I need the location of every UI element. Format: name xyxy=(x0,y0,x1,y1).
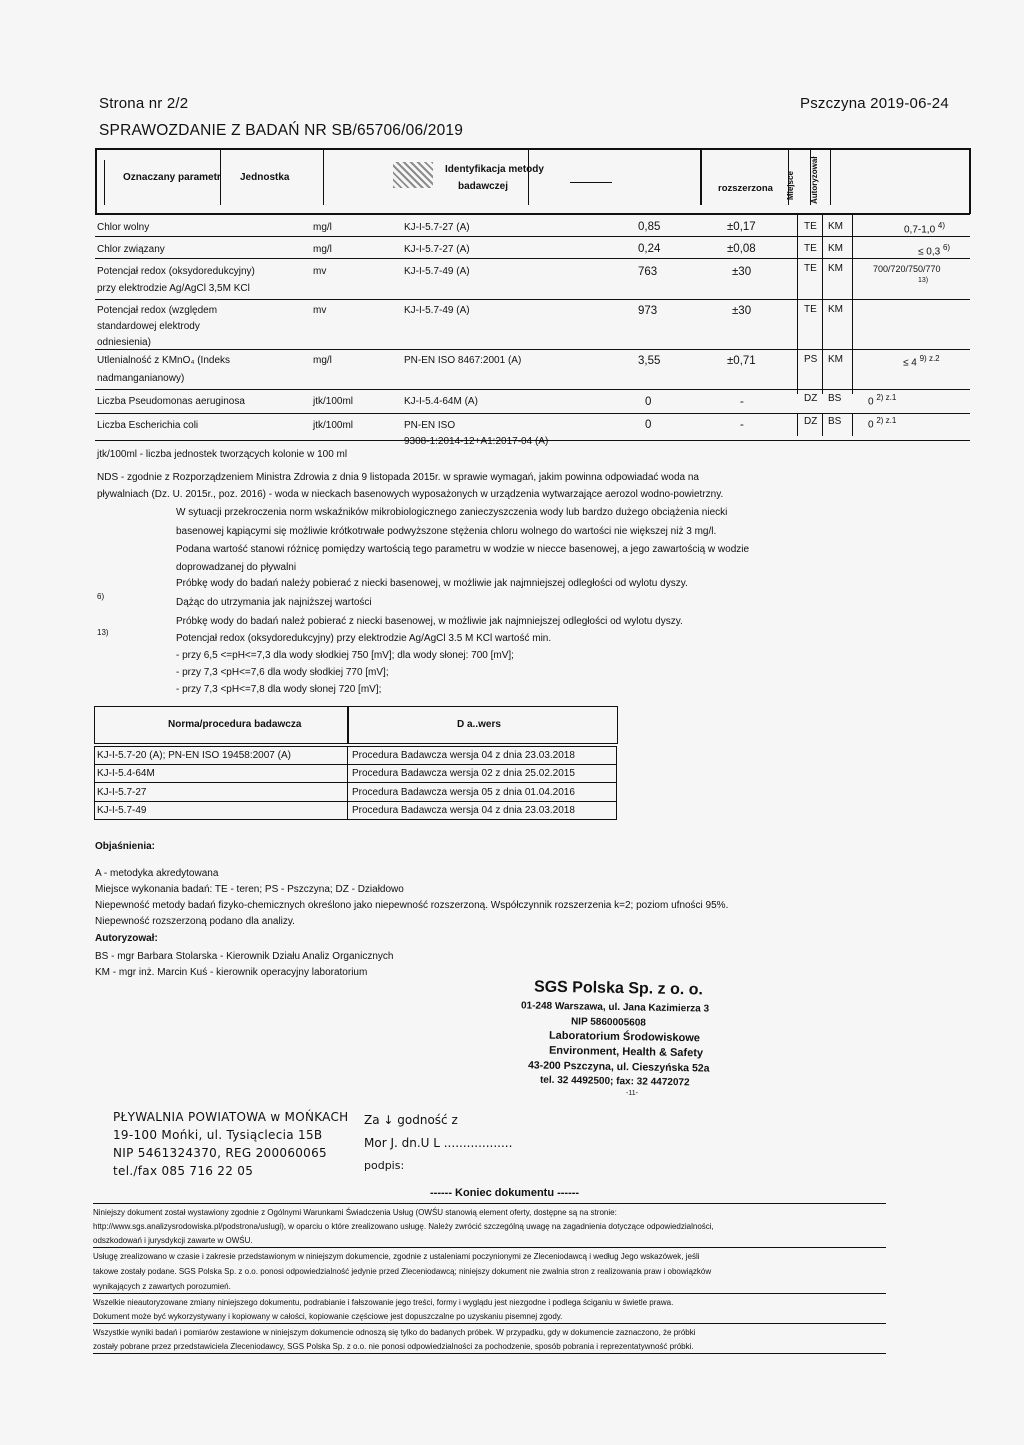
row-unit: mg/l xyxy=(313,244,332,255)
stamp-line: Laboratorium Środowiskowe xyxy=(548,1029,701,1045)
explanation-line: Niepewność rozszerzoną podano dla analizy. xyxy=(95,916,295,927)
footer-line: Wszelkie nieautoryzowane zmiany niniejszego dokumentu, podrabianie i fałszowanie jego treści, formy i wyglądu jest niezgodne i podlega ściganiu w świetle prawa. xyxy=(93,1298,674,1307)
row-authorized: KM xyxy=(828,243,843,254)
row-unit: mv xyxy=(313,305,327,316)
note-marker-6: 6) xyxy=(97,592,105,601)
header-authorized: Autoryzował xyxy=(810,156,819,204)
note-line: basenowej kąpiącymi się możliwie krótkotrwałe podwyższone stężenia chloru wolnego do wartości nie większej niż 3 mg/l. xyxy=(176,526,717,537)
authorized-title: Autoryzował: xyxy=(95,933,158,944)
header-parameter: Oznaczany parametr xyxy=(123,172,221,183)
row-parameter: Potencjał redox (oksydoredukcyjny) xyxy=(97,266,255,277)
row-authorized: KM xyxy=(828,304,843,315)
header-place: Miejsce xyxy=(786,171,795,200)
row-authorized: BS xyxy=(828,393,842,404)
note-line: Próbkę wody do badań należy pobierać z niecki basenowej, w możliwie jak najmniejszej odległości od wylotu dyszy. xyxy=(176,578,688,589)
row-unit: mg/l xyxy=(313,355,332,366)
explanations-title: Objaśnienia: xyxy=(95,841,156,852)
row-unit: mg/l xyxy=(313,222,332,233)
note-line: Próbkę wody do badań należ pobierać z niecki basenowej, w możliwie jak najmniejszej odległości od wylotu dyszy. xyxy=(176,616,683,627)
stamp-line: 19-100 Mońki, ul. Tysiąclecia 15B xyxy=(113,1128,323,1142)
row-parameter-line3: odniesienia) xyxy=(97,337,151,348)
procedures-header-code: Norma/procedura badawcza xyxy=(168,719,302,730)
footer-line: odszkodowań i jurysdykcji zawarte w OWŚU. xyxy=(93,1236,253,1245)
row-nds: ≤ 0,3 $^{6)}$ xyxy=(918,243,951,258)
approval-line: Za ↓ godność z xyxy=(364,1113,458,1127)
procedure-code: KJ-I-5.7-49 xyxy=(97,805,147,816)
row-place: PS xyxy=(804,354,818,365)
row-value: 0 xyxy=(645,419,652,431)
footer-line: Dokument może być wykorzystywany i kopiowany w całości, kopiowanie częściowe jest dopuszczalne po uzyskaniu pisemnej zgody. xyxy=(93,1312,563,1321)
row-nds: ≤ 4 $^{9) z.2}$ xyxy=(903,354,940,369)
row-parameter: Liczba Pseudomonas aeruginosa xyxy=(97,396,245,407)
procedure-desc: Procedura Badawcza wersja 04 z dnia 23.03.2018 xyxy=(352,805,575,816)
row-parameter: Chlor związany xyxy=(97,244,165,255)
row-parameter-line2: standardowej elektrody xyxy=(97,321,200,332)
note-line: - przy 7,3 <pH<=7,6 dla wody słodkiej 770 [mV]; xyxy=(176,667,389,678)
note-line: - przy 7,3 <pH<=7,8 dla wody słonej 720 [mV]; xyxy=(176,684,382,695)
row-place: DZ xyxy=(804,416,818,427)
footer-line: Niniejszy dokument został wystawiony zgodnie z Ogólnymi Warunkami Świadczenia Usług (OWŚU stanowią element oferty, dostępne są na stronie: xyxy=(93,1208,617,1217)
row-value: 0,85 xyxy=(638,221,661,233)
stamp-line: -11- xyxy=(626,1090,638,1097)
row-uncertainty: - xyxy=(740,396,744,408)
explanation-line: Niepewność metody badań fizyko-chemicznych określono jako niepewność rozszerzoną. Współczynnik rozszerzenia k=2; poziom ufności 95%. xyxy=(95,900,729,911)
row-method: PN-EN ISO 8467:2001 (A) xyxy=(404,355,522,366)
end-of-document: ------ Koniec dokumentu ------ xyxy=(430,1187,580,1199)
stamp-line: Environment, Health & Safety xyxy=(548,1044,704,1060)
row-uncertainty: ±30 xyxy=(732,305,752,317)
row-value: 3,55 xyxy=(638,355,661,367)
procedures-header-desc: D a..wers xyxy=(457,719,501,730)
note-line: W sytuacji przekroczenia norm wskaźników mikrobiologicznego zanieczyszczenia wody lub bardzo dużego obciążenia niecki xyxy=(176,507,728,518)
procedure-desc: Procedura Badawcza wersja 04 z dnia 23.03.2018 xyxy=(352,750,575,761)
row-parameter: Utlenialność z KMnO₄ (Indeks xyxy=(97,355,231,366)
row-nds: 0 $^{2) z.1}$ xyxy=(868,416,897,431)
row-value: 763 xyxy=(638,266,658,278)
row-method-line2: 9308-1:2014-12+A1:2017-04 (A) xyxy=(404,436,549,447)
row-uncertainty: - xyxy=(740,419,744,431)
explanation-line: BS - mgr Barbara Stolarska - Kierownik Działu Analiz Organicznych xyxy=(95,951,394,962)
approval-signature-label: podpis: xyxy=(364,1159,405,1172)
row-parameter-line2: nadmanganianowy) xyxy=(97,373,185,384)
stamp-line: NIP 5461324370, REG 200060065 xyxy=(113,1146,327,1160)
row-uncertainty: ±0,17 xyxy=(727,221,756,233)
row-value: 0,24 xyxy=(638,243,661,255)
note-line: Potencjał redox (oksydoredukcyjny) przy elektrodzie Ag/AgCl 3.5 M KCl wartość min. xyxy=(176,633,552,644)
row-method: PN-EN ISO xyxy=(404,420,456,431)
stamp-line: PŁYWALNIA POWIATOWA w MOŃKACH xyxy=(113,1110,349,1124)
header-method-line2: badawczej xyxy=(458,181,509,192)
procedure-code: KJ-I-5.4-64M xyxy=(97,768,155,779)
row-parameter-line2: przy elektrodzie Ag/AgCl 3,5M KCl xyxy=(97,283,250,294)
row-authorized: KM xyxy=(828,354,843,365)
footer-line: Wszystkie wyniki badań i pomiarów zestawione w niniejszym dokumencie odnoszą się tylko do badanych próbek. W przypadku, gdy w dokumencie zaznaczono, że próbki xyxy=(93,1328,696,1337)
stamp-line: 01-248 Warszawa, ul. Jana Kazimierza 3 xyxy=(520,1000,710,1015)
stamp-line: 43-200 Pszczyna, ul. Cieszyńska 52a xyxy=(527,1059,710,1075)
row-value: 973 xyxy=(638,305,658,317)
footer-line: wynikających z zawartych porozumień. xyxy=(93,1282,231,1291)
procedure-desc: Procedura Badawcza wersja 02 z dnia 25.02.2015 xyxy=(352,768,575,779)
scan-artifact xyxy=(393,162,433,188)
note-line: Dążąc do utrzymania jak najniższej wartości xyxy=(176,597,372,608)
row-nds-footnote: 13) xyxy=(918,277,929,284)
row-nds: 0,7-1,0 $^{4)}$ xyxy=(904,221,946,236)
footer-line: zostały pobrane przez przedstawiciela Zleceniodawcy, SGS Polska Sp. z o.o. nie ponosi odpowiedzialności za pochodzenie, sposób pobrania i reprezentatywność próbki. xyxy=(93,1342,694,1351)
header-extended-uncertainty: rozszerzona xyxy=(718,183,773,194)
stamp-line: NIP 5860005608 xyxy=(570,1016,646,1029)
row-parameter: Chlor wolny xyxy=(97,222,150,233)
footer-line: Usługę zrealizowano w czasie i zakresie przedstawionym w niniejszym dokumencie, zgodnie z ustaleniami poczynionymi ze Zleceniodawcą i według Jego wskazówek, jeśli xyxy=(93,1252,700,1261)
row-place: TE xyxy=(804,221,817,232)
header-method-line1: Identyfikacja metody xyxy=(445,164,544,175)
procedure-code: KJ-I-5.7-27 xyxy=(97,787,147,798)
note-line: doprowadzanej do pływalni xyxy=(176,562,297,573)
row-value: 0 xyxy=(645,396,652,408)
row-method: KJ-I-5.7-49 (A) xyxy=(404,266,470,277)
footer-line: http://www.sgs.analizysrodowiska.pl/podstrona/uslugi), w oparciu o które zrealizowano usługę. Należy zwrócić szczególną uwagę na zagadnienia dotyczące odpowiedzialności, xyxy=(93,1222,714,1231)
note-line: - przy 6,5 <=pH<=7,3 dla wody słodkiej 750 [mV]; dla wody słonej: 700 [mV]; xyxy=(176,650,514,661)
row-place: TE xyxy=(804,243,817,254)
row-authorized: BS xyxy=(828,416,842,427)
approval-line: Mor J. dn.U L .................. xyxy=(364,1136,513,1150)
nds-line1: NDS - zgodnie z Rozporządzeniem Ministra Zdrowia z dnia 9 listopada 2015r. w sprawie wymagań, jakim powinna odpowiadać woda na xyxy=(97,472,699,483)
header-unit: Jednostka xyxy=(240,172,290,183)
row-authorized: KM xyxy=(828,221,843,232)
explanation-line: A - metodyka akredytowana xyxy=(95,868,219,879)
report-title: SPRAWOZDANIE Z BADAŃ NR SB/65706/06/2019 xyxy=(99,122,464,139)
row-authorized: KM xyxy=(828,263,843,274)
stamp-line: SGS Polska Sp. z o. o. xyxy=(533,978,704,999)
note-marker-13: 13) xyxy=(97,628,109,637)
procedure-desc: Procedura Badawcza wersja 05 z dnia 01.04.2016 xyxy=(352,787,575,798)
place-date: Pszczyna 2019-06-24 xyxy=(800,95,949,112)
nds-line2: pływalniach (Dz. U. 2015r., poz. 2016) - woda w nieckach basenowych wyposażonych w urządzenia wytwarzające aerozol wodno-powietrzny. xyxy=(97,489,724,500)
stamp-line: tel./fax 085 716 22 05 xyxy=(113,1164,254,1178)
table-footnote: jtk/100ml - liczba jednostek tworzących kolonie w 100 ml xyxy=(97,449,348,460)
page-number: Strona nr 2/2 xyxy=(99,95,189,112)
row-method: KJ-I-5.7-27 (A) xyxy=(404,244,470,255)
row-method: KJ-I-5.7-49 (A) xyxy=(404,305,470,316)
procedure-code: KJ-I-5.7-20 (A); PN-EN ISO 19458:2007 (A) xyxy=(97,750,291,761)
row-place: TE xyxy=(804,263,817,274)
row-place: DZ xyxy=(804,393,818,404)
row-unit: jtk/100ml xyxy=(313,396,354,407)
row-uncertainty: ±30 xyxy=(732,266,752,278)
row-unit: jtk/100ml xyxy=(313,420,354,431)
row-method: KJ-I-5.7-27 (A) xyxy=(404,222,470,233)
row-nds: 700/720/750/770 xyxy=(873,264,941,274)
explanation-line: Miejsce wykonania badań: TE - teren; PS - Pszczyna; DZ - Działdowo xyxy=(95,884,404,895)
footer-line: takowe zostały podane. SGS Polska Sp. z o.o. ponosi odpowiedzialność jedynie przed Zleceniodawcą; niniejszy dokument nie zwalnia stron z realizowania praw i obowiązków xyxy=(93,1267,712,1276)
row-parameter: Potencjał redox (względem xyxy=(97,305,218,316)
note-line: Podana wartość stanowi różnicę pomiędzy wartością tego parametru w wodzie w niecce basenowej, a jego zawartością w wodzie xyxy=(176,544,750,555)
row-unit: mv xyxy=(313,266,327,277)
explanation-line: KM - mgr inż. Marcin Kuś - kierownik operacyjny laboratorium xyxy=(95,967,368,978)
row-parameter: Liczba Escherichia coli xyxy=(97,420,199,431)
row-uncertainty: ±0,71 xyxy=(727,355,756,367)
row-uncertainty: ±0,08 xyxy=(727,243,756,255)
row-place: TE xyxy=(804,304,817,315)
stamp-line: tel. 32 4492500; fax: 32 4472072 xyxy=(539,1074,690,1089)
row-nds: 0 $^{2) z.1}$ xyxy=(868,393,897,408)
row-method: KJ-I-5.4-64M (A) xyxy=(404,396,478,407)
